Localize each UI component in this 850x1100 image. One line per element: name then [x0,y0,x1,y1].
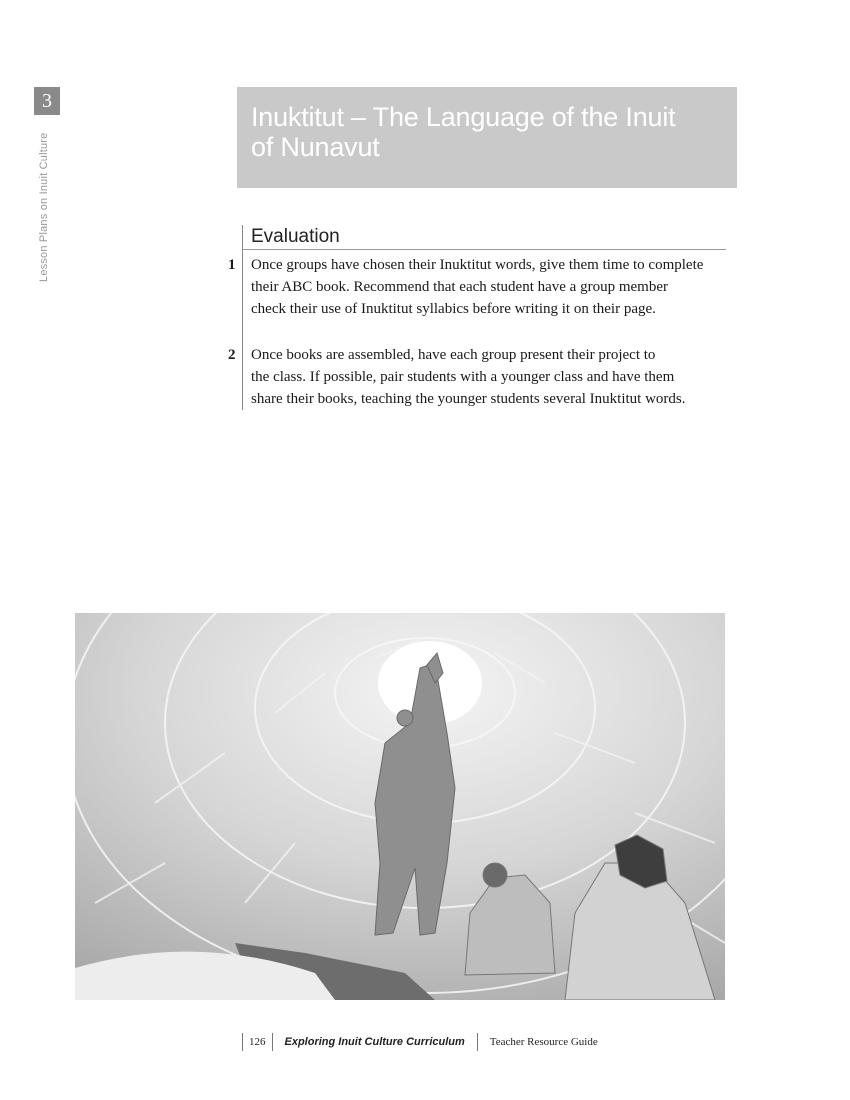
page-number: 126 [249,1036,266,1048]
item-line: their ABC book. Recommend that each student have a group member [251,279,668,295]
item-text [242,340,726,410]
chapter-number-badge: 3 [34,87,60,115]
evaluation-item-1 [228,250,726,340]
evaluation-section [228,225,726,410]
item-line: check their use of Inuktitut syllabics before writing it on their page. [251,301,656,317]
item-line: the class. If possible, pair students with a younger class and have them [251,369,675,385]
footer-book-title: Exploring Inuit Culture Curriculum [284,1036,465,1048]
page-title [251,102,723,162]
item-line: Once books are assembled, have each group present their project to [251,347,656,363]
section-heading: Evaluation [242,225,726,250]
page-footer [242,1033,610,1051]
evaluation-item-2 [228,340,726,410]
item-text [242,250,726,340]
item-line: Once groups have chosen their Inuktitut words, give them time to complete [251,257,704,273]
page-title-line-2: of Nunavut [251,132,380,162]
igloo-interior-photo [75,613,725,1000]
item-line: share their books, teaching the younger students several Inuktitut words. [251,391,686,407]
page-title-line-1: Inuktitut – The Language of the Inuit [251,102,676,132]
side-section-label: Lesson Plans on Inuit Culture [38,132,50,282]
item-number: 2 [228,347,236,363]
title-banner [237,87,737,188]
footer-subtitle: Teacher Resource Guide [489,1036,598,1048]
igloo-interior-illustration [75,613,725,1000]
item-number: 1 [228,257,236,273]
